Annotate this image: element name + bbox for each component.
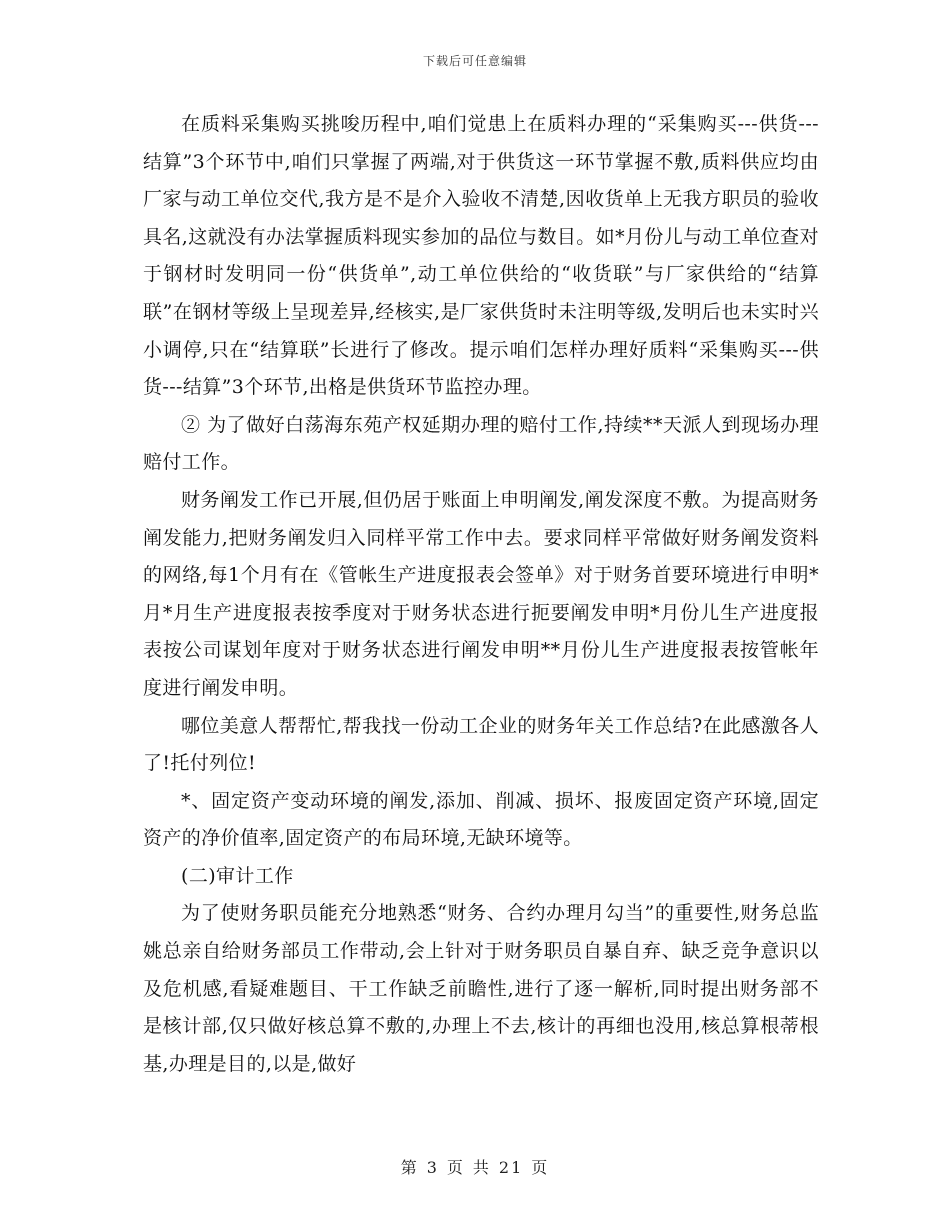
paragraph-compensation: ② 为了做好白荡海东苑产权延期办理的赔付工作,持续**天派人到现场办理赔付工作。 xyxy=(143,413,819,474)
footer-prefix: 第 xyxy=(400,1158,419,1177)
header-note: 下载后可任意编辑 xyxy=(422,54,527,68)
paragraph-audit-work: 为了使财务职员能充分地熟悉“财务、合约办理月勾当”的重要性,财务总监姚总亲自给财务部员工作带动,会上针对于财务职员自暴自弃、缺乏竞争意识以及危机感,看疑难题目、干工作缺乏前瞻性,进行了逐一解析,同时提出财务部不是核计部,仅只做好核总算不敷的,办理上不去,核计的再细也没用,核总算根蒂根基,办理是目的,以是,做好 xyxy=(143,902,819,1075)
document-body xyxy=(143,106,819,1083)
paragraph-financial-analysis: 财务阐发工作已开展,但仍居于账面上申明阐发,阐发深度不敷。为提高财务阐发能力,把财务阐发归入同样平常工作中去。要求同样平常做好财务阐发资料的网络,每1个月有在《管帐生产进度报表会签单》对于财务首要环境进行申明*月*月生产进度报表按季度对于财务状态进行扼要阐发申明*月份儿生产进度报表按公司谋划年度对于财务状态进行阐发申明**月份儿生产进度报表按管帐年度进行阐发申明。 xyxy=(143,488,819,699)
footer-total-word: 共 xyxy=(472,1158,491,1177)
page-header xyxy=(0,52,950,69)
paragraph-request: 哪位美意人帮帮忙,帮我找一份动工企业的财务年关工作总结?在此感激各人了!托付列位! xyxy=(143,714,819,775)
paragraph-materials-procurement: 在质料采集购买挑唆历程中,咱们觉患上在质料办理的“采集购买---供货---结算”3个环节中,咱们只掌握了两端,对于供货这一环节掌握不敷,质料供应均由厂家与动工单位交代,我方是不是介入验收不清楚,因收货单上无我方职员的验收具名,这就没有办法掌握质料现实参加的品位与数目。如*月份儿与动工单位查对于钢材时发明同一份“供货单”,动工单位供给的“收货联”与厂家供给的“结算联”在钢材等级上呈现差异,经核实,是厂家供货时未注明等级,发明后也未实时兴小调停,只在“结算联”长进行了修改。提示咱们怎样办理好质料“采集购买---供货---结算”3个环节,出格是供货环节监控办理。 xyxy=(143,113,819,399)
footer-suffix: 页 xyxy=(531,1158,550,1177)
footer-total-pages: 21 xyxy=(498,1158,524,1177)
footer-page-word: 页 xyxy=(446,1158,465,1177)
footer-page-number: 3 xyxy=(426,1158,439,1177)
page-footer xyxy=(0,1155,950,1178)
paragraph-fixed-assets: *、固定资产变动环境的阐发,添加、削减、损坏、报废固定资产环境,固定资产的净价值率,固定资产的布局环境,无缺环境等。 xyxy=(143,789,819,850)
section-heading-audit: (二)审计工作 xyxy=(181,864,294,887)
